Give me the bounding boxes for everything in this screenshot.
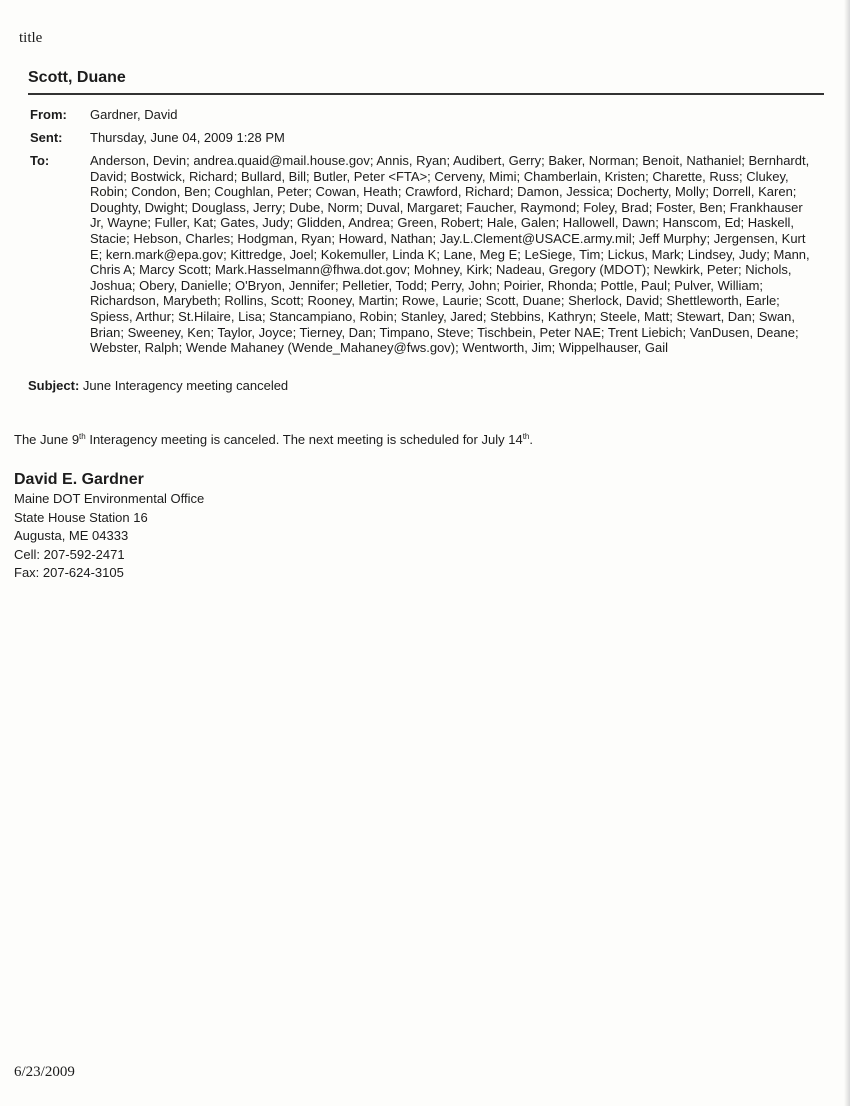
subject-label: Subject: <box>28 378 80 393</box>
to-recipients: Anderson, Devin; andrea.quaid@mail.house.gov; Annis, Ryan; Audibert, Gerry; Baker, Norman; Benoit, Nathaniel; Bernhardt, David; Bostwick, Richard; Bullard, Bill; Butler, Peter <FTA>; Cerveny, Mimi; Chamberlain, Kristen; Charette, Russ; Clukey, Robin; Condon, Ben; Coughlan, Peter; Cowan, Heath; Crawford, Richard; Damon, Jessica; Docherty, Molly; Dorrell, Karen; Doughty, Dwight; Douglass, Jerry; Dube, Norm; Duval, Margaret; Faucher, Raymond; Foley, Brad; Foster, Ben; Frankhauser Jr, Wayne; Fuller, Kat; Gates, Judy; Glidden, Andrea; Green, Robert; Hale, Galen; Hallowell, Dawn; Hanscom, Ed; Haskell, Stacie; Hebson, Charles; Hodgman, Ryan; Howard, Nathan; Jay.L.Clement@USACE.army.mil; Jeff Murphy; Jergensen, Kurt E; kern.mark@epa.gov; Kittredge, Joel; Kokemuller, Linda K; Lane, Meg E; LeSiege, Tim; Lickus, Mark; Lindsey, Judy; Mann, Chris A; Marcy Scott; Mark.Hasselmann@fhwa.dot.gov; Mohney, Kirk; Nadeau, Gregory (MDOT); Newkirk, Peter; Nichols, Joshua; Obery, Danielle; O'Bryon, Jennifer; Pelletier, Todd; Perry, John; Poirier, Rhonda; Pottle, Paul; Pulver, William; Richardson, Marybeth; Rollins, Scott; Rooney, Martin; Rowe, Laurie; Scott, Duane; Sherlock, David; Shettleworth, Earle; Spiess, Arthur; St.Hilaire, Lisa; Stancampiano, Robin; Stanley, Jared; Stebbins, Kathryn; Steele, Matt; Stewart, Dan; Swan, Brian; Sweeney, Ken; Taylor, Joyce; Tierney, Dan; Timpano, Steve; Tischbein, Peter NAE; Trent Liebich; VanDusen, Deane; Webster, Ralph; Wende Mahaney (Wende_Mahaney@fws.gov); Wentworth, Jim; Wippelhauser, Gail <box>90 153 810 356</box>
signature-address-2: Augusta, ME 04333 <box>14 528 129 544</box>
body-text-1: The June 9 <box>14 432 80 447</box>
print-date: 6/23/2009 <box>14 1064 75 1080</box>
signature-org: Maine DOT Environmental Office <box>14 491 205 506</box>
from-label: From: <box>30 107 67 122</box>
signature-cell: Cell: 207-592-2471 <box>14 546 125 562</box>
sent-value: Thursday, June 04, 2009 1:28 PM <box>90 130 285 145</box>
signature-name: David E. Gardner <box>14 471 144 488</box>
to-label: To: <box>30 153 50 168</box>
body-superscript-2: th <box>522 432 530 441</box>
mailbox-owner-name: Scott, Duane <box>28 69 126 86</box>
header-divider <box>28 93 824 95</box>
sent-label: Sent: <box>30 130 63 145</box>
subject-row <box>28 378 288 393</box>
signature-fax: Fax: 207-624-3105 <box>14 565 124 581</box>
page-title: title <box>19 30 43 46</box>
subject-value: June Interagency meeting canceled <box>82 378 289 393</box>
signature-address-1: State House Station 16 <box>14 509 148 525</box>
signature-block <box>14 490 204 583</box>
body-text-2: Interagency meeting is canceled. The next meeting is scheduled for July 14 <box>85 432 523 447</box>
body-superscript-1: th <box>79 432 86 441</box>
body-text-3: . <box>529 432 533 447</box>
scan-edge-shadow <box>844 0 850 1106</box>
message-body <box>14 432 533 447</box>
from-value: Gardner, David <box>90 107 178 122</box>
